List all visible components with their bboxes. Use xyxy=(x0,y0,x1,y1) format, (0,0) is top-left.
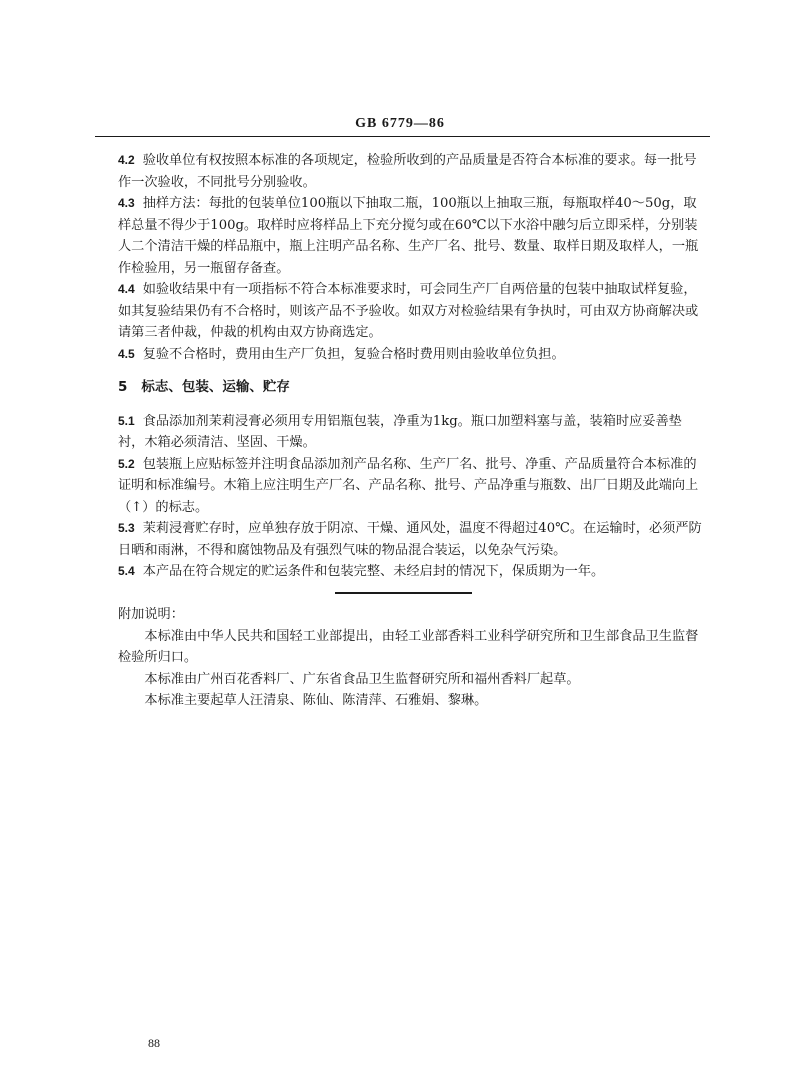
clause-text: 验收单位有权按照本标准的各项规定，检验所收到的产品质量是否符合本标准的要求。每一批号作一次验收，不同批号分别验收。 xyxy=(118,153,697,190)
clause-text: 食品添加剂茉莉浸膏必须用专用铝瓶包装，净重为1kg。瓶口加塑料塞与盖，装箱时应妥善垫衬，木箱必须清洁、坚固、干燥。 xyxy=(118,413,682,450)
header-rule xyxy=(95,136,710,137)
clause-5-2 xyxy=(118,454,708,519)
section-number: 5 xyxy=(118,379,128,395)
section-5-heading xyxy=(118,377,708,399)
clause-number: 4.2 xyxy=(118,153,135,167)
section-divider xyxy=(335,592,472,594)
clause-number: 4.5 xyxy=(118,346,135,361)
clause-4-2 xyxy=(118,150,708,193)
appendix-line: 本标准由中华人民共和国轻工业部提出，由轻工业部香料工业科学研究所和卫生部食品卫生监督检验所归口。 xyxy=(118,628,699,665)
clause-text: 茉莉浸膏贮存时，应单独存放于阴凉、干燥、通风处，温度不得超过40℃。在运输时，必须严防日晒和雨淋，不得和腐蚀物品及有强烈气味的物品混合装运，以免杂气污染。 xyxy=(118,521,702,558)
clause-text: 如验收结果中有一项指标不符合本标准要求时，可会同生产厂自两倍量的包装中抽取试样复验，如其复验结果仍有不合格时，则该产品不予验收。如双方对检验结果有争执时，可由双方协商解决或请第三者仲裁，仲裁的机构由双方协商选定。 xyxy=(118,282,699,340)
clause-4-4 xyxy=(118,279,708,344)
document-body xyxy=(118,150,708,583)
page-number: 88 xyxy=(148,1036,160,1050)
appendix-heading: 附加说明： xyxy=(118,607,184,622)
clause-5-1 xyxy=(118,411,708,454)
clause-text: 本产品在符合规定的贮运条件和包装完整、未经启封的情况下，保质期为一年。 xyxy=(142,564,605,579)
clause-4-5 xyxy=(118,344,708,366)
clause-number: 4.3 xyxy=(118,196,135,210)
clause-5-4 xyxy=(118,561,708,583)
clause-5-3 xyxy=(118,518,708,561)
appendix-line: 本标准主要起草人汪清泉、陈仙、陈清萍、石雅娟、黎琳。 xyxy=(144,693,488,708)
clause-number: 5.3 xyxy=(118,521,135,535)
clause-number: 4.4 xyxy=(118,282,135,296)
standard-code-header: GB 6779—86 xyxy=(355,116,445,131)
clause-number: 5.4 xyxy=(118,564,135,578)
clause-number: 5.1 xyxy=(118,413,135,428)
clause-text: 复验不合格时，费用由生产厂负担，复验合格时费用则由验收单位负担。 xyxy=(142,346,565,362)
clause-text: 包装瓶上应贴标签并注明食品添加剂产品名称、生产厂名、批号、净重、产品质量符合本标准的证明和标准编号。木箱上应注明生产厂名、产品名称、批号、产品净重与瓶数、出厂日期及此端向上（↑）的标志。 xyxy=(118,456,699,515)
clause-text: 抽样方法：每批的包装单位100瓶以下抽取二瓶，100瓶以上抽取三瓶，每瓶取样40～50g，取样总量不得少于100g。取样时应将样品上下充分搅匀或在60℃以下水浴中融匀后立即采样，分别装人二个清洁干燥的样品瓶中，瓶上注明产品名称、生产厂名、批号、数量、取样日期及取样人，一瓶作检验用，另一瓶留存备查。 xyxy=(118,196,699,276)
appendix-line: 本标准由广州百花香料厂、广东省食品卫生监督研究所和福州香料厂起草。 xyxy=(144,671,580,687)
clause-4-3 xyxy=(118,193,708,279)
appendix xyxy=(118,604,708,712)
section-title: 标志、包装、运输、贮存 xyxy=(141,379,290,395)
clause-number: 5.2 xyxy=(118,456,135,471)
